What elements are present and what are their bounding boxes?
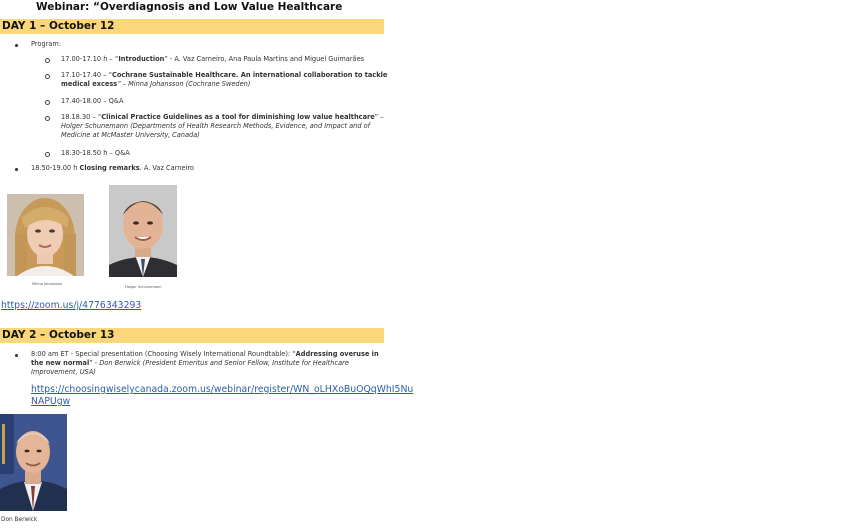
bullet-ring xyxy=(45,100,50,105)
photo-caption-berwick: Don Berwick xyxy=(1,517,38,523)
special-presentation: 8:00 am ET - Special presentation (Choosing Wisely International Roundtable): “Addressing overuse in xyxy=(31,350,379,358)
zoom-link-day1[interactable]: https://zoom.us/j/4776343293 xyxy=(1,300,142,311)
session-item-2: 17.10-17.40 – “Cochrane Sustainable Healthcare. An international collaboration to tackle xyxy=(61,71,388,79)
speaker-photo-holger xyxy=(109,185,177,277)
zoom-link-day2[interactable] xyxy=(31,384,413,408)
bullet-dot xyxy=(15,44,18,47)
session-item-4-cont1: Holger Schunemann (Departments of Health Research Methods, Evidence, and Impact and of xyxy=(61,122,370,130)
program-label: Program: xyxy=(31,40,62,48)
bullet-ring xyxy=(45,116,50,121)
bullet-ring xyxy=(45,58,50,63)
photo-caption-holger: Holger Schunemann xyxy=(125,285,162,289)
bullet-ring xyxy=(45,152,50,157)
photo-caption-minna: Minna Johansson xyxy=(32,282,63,286)
session-item-4: 18.18.30 – “Clinical Practice Guidelines as a tool for diminishing low value healthcare” – xyxy=(61,113,384,121)
special-presentation-cont1: the new normal” - Don Berwick (President Emeritus and Senior Fellow, Institute for Healthcare xyxy=(31,359,349,367)
session-item-3: 17.40-18.00 – Q&A xyxy=(61,97,124,105)
zoom-link-day2-line2[interactable]: NAPUgw xyxy=(31,396,71,407)
day2-header: DAY 2 – October 13 xyxy=(0,328,384,343)
bullet-dot xyxy=(15,168,18,171)
session-item-2-cont: medical excess” – Minna Johansson (Cochrane Sweden) xyxy=(61,80,251,88)
session-item-1: 17.00-17.10 h – “Introduction” - A. Vaz Carneiro, Ana Paula Martins and Miguel Guimarães xyxy=(61,55,365,63)
day1-header: DAY 1 – October 12 xyxy=(0,19,384,34)
speaker-photo-minna xyxy=(7,194,84,276)
bullet-ring xyxy=(45,74,50,79)
closing-remarks: 18.50-19.00 h Closing remarks. A. Vaz Carneiro xyxy=(31,164,194,172)
session-item-5: 18.30-18.50 h – Q&A xyxy=(61,149,130,157)
document-title: Webinar: “Overdiagnosis and Low Value Healthcare xyxy=(36,1,343,13)
special-presentation-cont2: Improvement, USA) xyxy=(31,368,96,376)
session-item-4-cont2: Medicine at McMaster University, Canada) xyxy=(61,131,200,139)
speaker-photo-berwick xyxy=(0,414,67,511)
zoom-link-day2-line1[interactable]: https://choosingwiselycanada.zoom.us/webinar/register/WN_oLHXoBuOQqWhI5Nu xyxy=(31,384,414,395)
bullet-dot xyxy=(15,354,18,357)
